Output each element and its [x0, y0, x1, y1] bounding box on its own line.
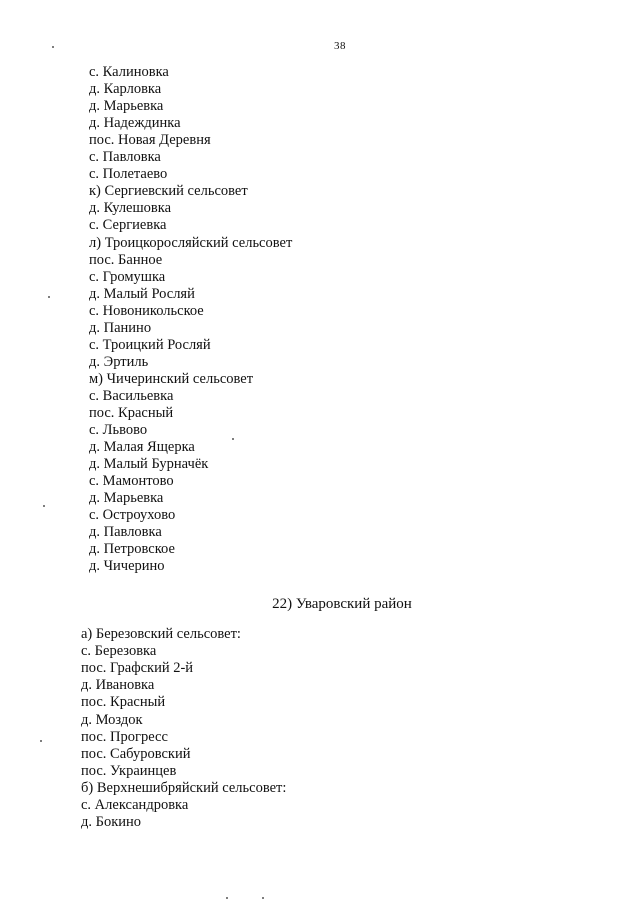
list-item: д. Моздок: [81, 711, 143, 728]
list-item: с. Сергиевка: [89, 217, 167, 234]
list-item: с. Калиновка: [89, 64, 169, 80]
list-item: с. Громушка: [89, 268, 166, 285]
list-item: д. Марьевка: [89, 490, 164, 507]
scan-speck: [232, 438, 234, 440]
list-item: с. Васильевка: [89, 387, 174, 404]
list-item: пос. Новая Деревня: [89, 132, 211, 149]
list-item: с. Львово: [89, 422, 148, 439]
list-item: д. Павловка: [89, 524, 162, 541]
list-item: б) Верхнешибряйский сельсовет:: [81, 779, 287, 796]
list-item: д. Кулешовка: [89, 200, 172, 217]
list-item: с. Троицкий Росляй: [89, 336, 211, 353]
list-item: с. Александровка: [81, 797, 189, 813]
list-item: с. Березовка: [81, 643, 157, 660]
list-item: л) Троицкоросляйский сельсовет: [89, 234, 293, 251]
list-item: пос. Украинцев: [81, 762, 177, 779]
list-item: д. Марьевка: [89, 98, 164, 115]
list-item: д. Малый Росляй: [89, 285, 195, 302]
list-item: а) Березовский сельсовет:: [81, 626, 241, 642]
list-item: д. Панино: [89, 319, 152, 336]
list-item: пос. Банное: [89, 251, 163, 268]
list-item: с. Полетаево: [89, 166, 168, 183]
scan-speck: [262, 897, 264, 899]
list-item: д. Петровское: [89, 541, 175, 558]
list-item: пос. Прогресс: [81, 728, 168, 745]
list-item: д. Ивановка: [81, 677, 155, 694]
scan-speck: [226, 897, 228, 899]
list-item: д. Бокино: [81, 814, 142, 831]
list-item: д. Эртиль: [89, 353, 149, 370]
scan-speck: [43, 505, 45, 507]
scan-speck: [52, 46, 54, 48]
page-number: 38: [334, 40, 346, 52]
list-item: пос. Графский 2-й: [81, 660, 194, 677]
list-item: с. Мамонтово: [89, 473, 174, 490]
list-item: д. Малый Бурначёк: [89, 456, 209, 473]
list-item: м) Чичеринский сельсовет: [89, 370, 254, 387]
list-item: с. Новоникольское: [89, 302, 204, 319]
list-item: д. Малая Ящерка: [89, 439, 195, 456]
list-item: с. Остроухово: [89, 507, 176, 524]
scan-speck: [40, 740, 42, 742]
list-item: д. Надеждинка: [89, 115, 181, 132]
list-item: с. Павловка: [89, 149, 161, 166]
list-item: пос. Красный: [81, 694, 166, 711]
scan-speck: [48, 296, 50, 298]
list-item: пос. Сабуровский: [81, 745, 191, 762]
list-item: д. Чичерино: [89, 558, 165, 575]
list-item: д. Карловка: [89, 81, 162, 98]
list-item: пос. Красный: [89, 405, 174, 421]
section-heading: 22) Уваровский район: [272, 596, 412, 612]
list-item: к) Сергиевский сельсовет: [89, 183, 248, 200]
